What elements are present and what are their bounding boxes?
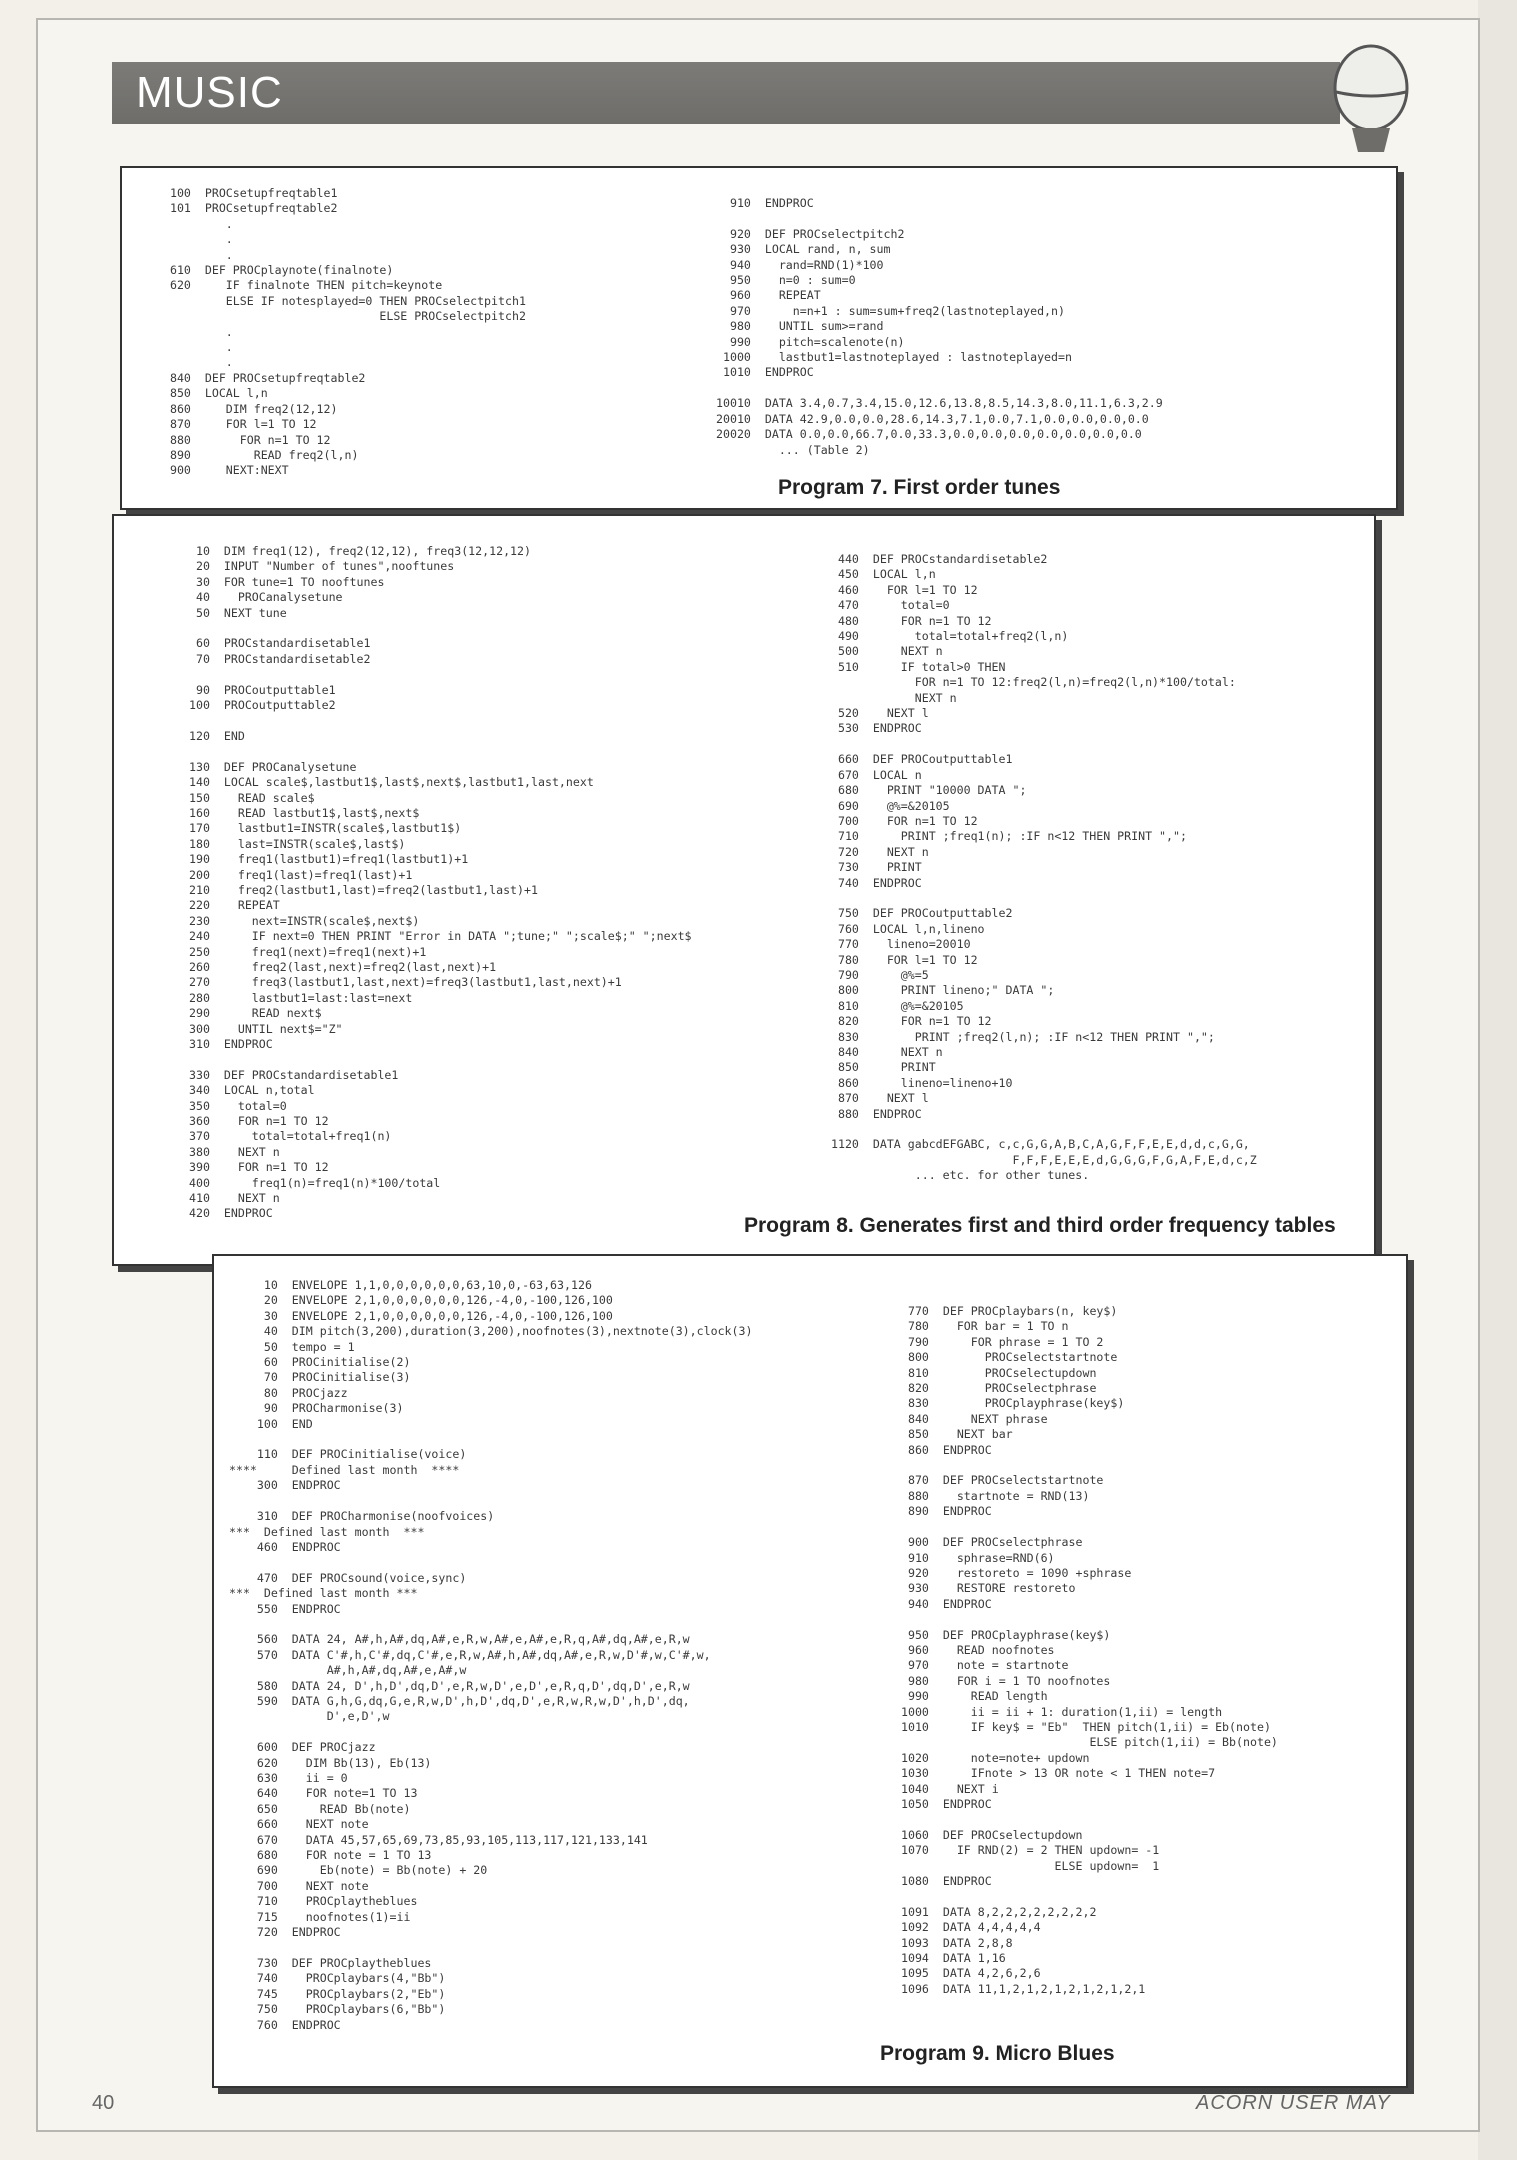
program-9-left-listing: 10 ENVELOPE 1,1,0,0,0,0,0,0,63,10,0,-63,63,126 20 ENVELOPE 2,1,0,0,0,0,0,0,126,-4,0,-100,126,100 30 ENVELOPE 2,1,0,0,0,0,0,0,126,-4,0,-100,126,100 40 DIM pitch(3,200),duration(3,200),noofnotes(3),nextnote(3),clock(3) 50 tempo = 1 60 PROCinitialise(2) 70 PROCinitialise(3) 80 PROCjazz 90 PROCharmonise(3) 100 END 110 DEF PROCinitialise(voice) **** Defined last month **** 300 ENDPROC 310 DEF PROCharmonise(noofvoices) *** Defined last month *** 460 ENDPROC 470 DEF PROCsound(voice,sync) *** Defined last month *** 550 ENDPROC 560 DATA 24, A#,h,A#,dq,A#,e,R,w,A#,e,A#,e,R,q,A#,dq,A#,e,R,w 570 DATA C'#,h,C'#,dq,C'#,e,R,w,A#,h,A#,dq,A#,e,R,w,D'#,w,C'#,w, A#,h,A#,dq,A#,e,A#,w 580 DATA 24, D',h,D',dq,D',e,R,w,D',e,D',e,R,q,D',dq,D',e,R,w 590 DATA G,h,G,dq,G,e,R,w,D',h,D',dq,D',e,R,w,R,w,D',h,D',dq, D',e,D',w 600 DEF PROCjazz 620 DIM Bb(13), Eb(13) 630 ii = 0 640 FOR note=1 TO 13 650 READ Bb(note) 660 NEXT note 670 DATA 45,57,65,69,73,85,93,105,113,117,121,133,141 680 FOR note = 1 TO 13 690 Eb(note) = Bb(note) + 20 700 NEXT note 710 PROCplaytheblues 715 noofnotes(1)=ii 720 ENDPROC 730 DEF PROCplaytheblues 740 PROCplaybars(4,"Bb") 745 PROCplaybars(2,"Eb") 750 PROCplaybars(6,"Bb") 760 ENDPROC xyxy=(228,1278,753,2032)
magazine-footer: ACORN USER MAY xyxy=(1196,2092,1391,2114)
program-7-right-listing: 910 ENDPROC 920 DEF PROCselectpitch2 930 LOCAL rand, n, sum 940 rand=RND(1)*100 950 n=0 : sum=0 960 REPEAT 970 n=n+1 : sum=sum+freq2(lastnoteplayed,n) 980 UNTIL sum>=rand 990 pitch=scalenote(n) 1000 lastbut1=lastnoteplayed : lastnoteplayed=n 1010 ENDPROC 10010 DATA 3.4,0.7,3.4,15.0,12.6,13.8,8.5,14.3,8.0,11.1,6.3,2.9 20010 DATA 42.9,0.0,0.0,28.6,14.3,7.1,0.0,7.1,0.0,0.0,0.0,0.0 20020 DATA 0.0,0.0,66.7,0.0,33.3,0.0,0.0,0.0,0.0,0.0,0.0,0.0 ... (Table 2) xyxy=(716,196,1163,457)
program-9-caption: Program 9. Micro Blues xyxy=(880,2042,1115,2065)
program-9-panel xyxy=(212,1254,1408,2088)
program-8-caption: Program 8. Generates first and third order frequency tables xyxy=(744,1214,1336,1237)
section-banner xyxy=(112,62,1340,124)
program-7-left-listing: 100 PROCsetupfreqtable1 101 PROCsetupfreqtable2 . . . 610 DEF PROCplaynote(finalnote) 620 IF finalnote THEN pitch=keynote ELSE IF notesplayed=0 THEN PROCselectpitch1 ELSE PROCselectpitch2 . . . 840 DEF PROCsetupfreqtable2 850 LOCAL l,n 860 DIM freq2(12,12) 870 FOR l=1 TO 12 880 FOR n=1 TO 12 890 READ freq2(l,n) 900 NEXT:NEXT xyxy=(169,186,526,478)
page-edge xyxy=(1478,0,1517,2160)
section-title: MUSIC xyxy=(136,68,283,117)
program-8-right-listing: 440 DEF PROCstandardisetable2 450 LOCAL l,n 460 FOR l=1 TO 12 470 total=0 480 FOR n=1 TO 12 490 total=total+freq2(l,n) 500 NEXT n 510 IF total>0 THEN FOR n=1 TO 12:freq2(l,n)=freq2(l,n)*100/total: NEXT n 520 NEXT l 530 ENDPROC 660 DEF PROCoutputtable1 670 LOCAL n 680 PRINT "10000 DATA "; 690 @%=&20105 700 FOR n=1 TO 12 710 PRINT ;freq1(n); :IF n<12 THEN PRINT ","; 720 NEXT n 730 PRINT 740 ENDPROC 750 DEF PROCoutputtable2 760 LOCAL l,n,lineno 770 lineno=20010 780 FOR l=1 TO 12 790 @%=5 800 PRINT lineno;" DATA "; 810 @%=&20105 820 FOR n=1 TO 12 830 PRINT ;freq2(l,n); :IF n<12 THEN PRINT ","; 840 NEXT n 850 PRINT 860 lineno=lineno+10 870 NEXT l 880 ENDPROC 1120 DATA gabcdEFGABC, c,c,G,G,A,B,C,A,G,F,F,E,E,d,d,c,G,G, F,F,F,E,E,E,d,G,G,G,F,G,A,F,E,d,c,Z ... etc. for other tunes. xyxy=(830,552,1257,1183)
program-7-panel xyxy=(120,166,1398,510)
program-8-panel xyxy=(112,514,1376,1266)
acorn-egg-icon xyxy=(1330,40,1412,158)
program-9-right-listing: 770 DEF PROCplaybars(n, key$) 780 FOR bar = 1 TO n 790 FOR phrase = 1 TO 2 800 PROCselectstartnote 810 PROCselectupdown 820 PROCselectphrase 830 PROCplayphrase(key$) 840 NEXT phrase 850 NEXT bar 860 ENDPROC 870 DEF PROCselectstartnote 880 startnote = RND(13) 890 ENDPROC 900 DEF PROCselectphrase 910 sphrase=RND(6) 920 restoreto = 1090 +sphrase 930 RESTORE restoreto 940 ENDPROC 950 DEF PROCplayphrase(key$) 960 READ noofnotes 970 note = startnote 980 FOR i = 1 TO noofnotes 990 READ length 1000 ii = ii + 1: duration(1,ii) = length 1010 IF key$ = "Eb" THEN pitch(1,ii) = Eb(note) ELSE pitch(1,ii) = Bb(note) 1020 note=note+ updown 1030 IFnote > 13 OR note < 1 THEN note=7 1040 NEXT i 1050 ENDPROC 1060 DEF PROCselectupdown 1070 IF RND(2) = 2 THEN updown= -1 ELSE updown= 1 1080 ENDPROC 1091 DATA 8,2,2,2,2,2,2,2,2 1092 DATA 4,4,4,4,4 1093 DATA 2,8,8 1094 DATA 1,16 1095 DATA 4,2,6,2,6 1096 DATA 11,1,2,1,2,1,2,1,2,1,2,1 xyxy=(900,1304,1278,1996)
program-8-left-listing: 10 DIM freq1(12), freq2(12,12), freq3(12,12,12) 20 INPUT "Number of tunes",nooftunes 30 FOR tune=1 TO nooftunes 40 PROCanalysetune 50 NEXT tune 60 PROCstandardisetable1 70 PROCstandardisetable2 90 PROCoutputtable1 100 PROCoutputtable2 120 END 130 DEF PROCanalysetune 140 LOCAL scale$,lastbut1$,last$,next$,lastbut1,last,next 150 READ scale$ 160 READ lastbut1$,last$,next$ 170 lastbut1=INSTR(scale$,lastbut1$) 180 last=INSTR(scale$,last$) 190 freq1(lastbut1)=freq1(lastbut1)+1 200 freq1(last)=freq1(last)+1 210 freq2(lastbut1,last)=freq2(lastbut1,last)+1 220 REPEAT 230 next=INSTR(scale$,next$) 240 IF next=0 THEN PRINT "Error in DATA ";tune;" ";scale$;" ";next$ 250 freq1(next)=freq1(next)+1 260 freq2(last,next)=freq2(last,next)+1 270 freq3(lastbut1,last,next)=freq3(lastbut1,last,next)+1 280 lastbut1=last:last=next 290 READ next$ 300 UNTIL next$="Z" 310 ENDPROC 330 DEF PROCstandardisetable1 340 LOCAL n,total 350 total=0 360 FOR n=1 TO 12 370 total=total+freq1(n) 380 NEXT n 390 FOR n=1 TO 12 400 freq1(n)=freq1(n)*100/total 410 NEXT n 420 ENDPROC xyxy=(188,544,692,1221)
program-7-caption: Program 7. First order tunes xyxy=(778,476,1061,499)
page-number: 40 xyxy=(92,2092,115,2114)
